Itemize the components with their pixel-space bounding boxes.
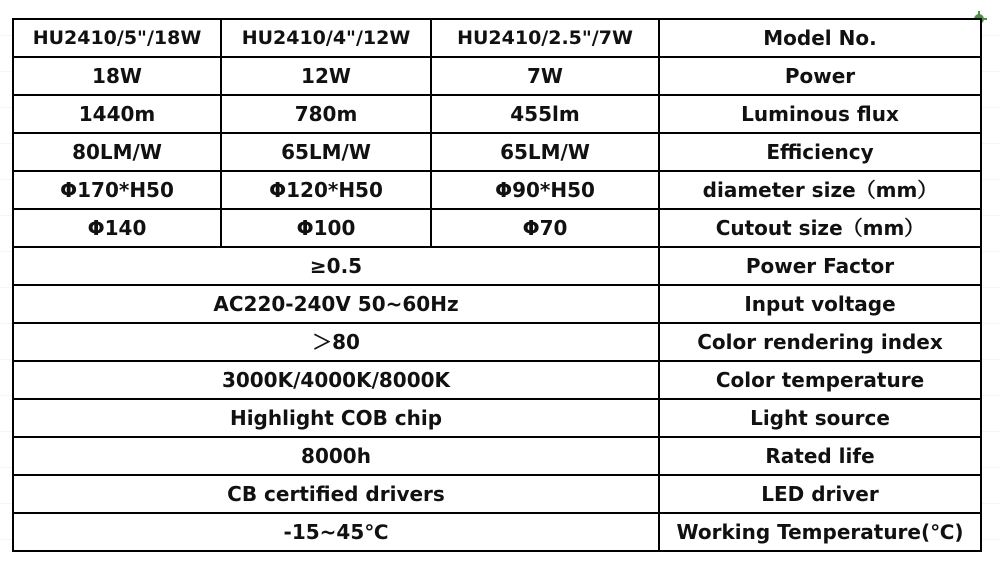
power-label-cell: Power: [659, 57, 981, 95]
cutout-size-label-cell: Cutout size（mm）: [659, 209, 981, 247]
power-factor-label-cell: Power Factor: [659, 247, 981, 285]
model-cell-2: HU2410/4"/12W: [221, 19, 431, 57]
power-value-3: 7W: [431, 57, 659, 95]
input-voltage-value: AC220-240V 50~60Hz: [13, 285, 659, 323]
working-temperature-row: [13, 513, 981, 551]
light-source-row: [13, 399, 981, 437]
power-row: [13, 57, 981, 95]
color-rendering-index-row: [13, 323, 981, 361]
rated-life-label-cell: Rated life: [659, 437, 981, 475]
color-temperature-label-cell: Color temperature: [659, 361, 981, 399]
color-rendering-index-label-cell: Color rendering index: [659, 323, 981, 361]
product-specification-table: [12, 18, 982, 552]
cutout-size-value-3: Φ70: [431, 209, 659, 247]
power-value-2: 12W: [221, 57, 431, 95]
efficiency-value-3: 65LM/W: [431, 133, 659, 171]
input-voltage-row: [13, 285, 981, 323]
working-temperature-label-cell: Working Temperature(℃): [659, 513, 981, 551]
led-driver-value: CB certified drivers: [13, 475, 659, 513]
luminous-flux-value-2: 780m: [221, 95, 431, 133]
light-source-label-cell: Light source: [659, 399, 981, 437]
power-factor-value: ≥0.5: [13, 247, 659, 285]
model-row: [13, 19, 981, 57]
rated-life-value: 8000h: [13, 437, 659, 475]
power-value-1: 18W: [13, 57, 221, 95]
luminous-flux-row: [13, 95, 981, 133]
model-cell-3: HU2410/2.5"/7W: [431, 19, 659, 57]
working-temperature-value: -15~45℃: [13, 513, 659, 551]
input-voltage-label-cell: Input voltage: [659, 285, 981, 323]
model-label-cell: Model No.: [659, 19, 981, 57]
cutout-size-row: [13, 209, 981, 247]
cutout-size-value-1: Φ140: [13, 209, 221, 247]
power-factor-row: [13, 247, 981, 285]
rated-life-row: [13, 437, 981, 475]
efficiency-value-1: 80LM/W: [13, 133, 221, 171]
efficiency-row: [13, 133, 981, 171]
diameter-size-row: [13, 171, 981, 209]
led-driver-label-cell: LED driver: [659, 475, 981, 513]
efficiency-value-2: 65LM/W: [221, 133, 431, 171]
diameter-size-value-3: Φ90*H50: [431, 171, 659, 209]
luminous-flux-label-cell: Luminous flux: [659, 95, 981, 133]
model-cell-1: HU2410/5"/18W: [13, 19, 221, 57]
efficiency-label-cell: Efficiency: [659, 133, 981, 171]
led-driver-row: [13, 475, 981, 513]
color-rendering-index-value: ＞80: [13, 323, 659, 361]
color-temperature-row: [13, 361, 981, 399]
luminous-flux-value-1: 1440m: [13, 95, 221, 133]
diameter-size-value-2: Φ120*H50: [221, 171, 431, 209]
diameter-size-value-1: Φ170*H50: [13, 171, 221, 209]
light-source-value: Highlight COB chip: [13, 399, 659, 437]
diameter-size-label-cell: diameter size（mm）: [659, 171, 981, 209]
luminous-flux-value-3: 455lm: [431, 95, 659, 133]
color-temperature-value: 3000K/4000K/8000K: [13, 361, 659, 399]
cutout-size-value-2: Φ100: [221, 209, 431, 247]
